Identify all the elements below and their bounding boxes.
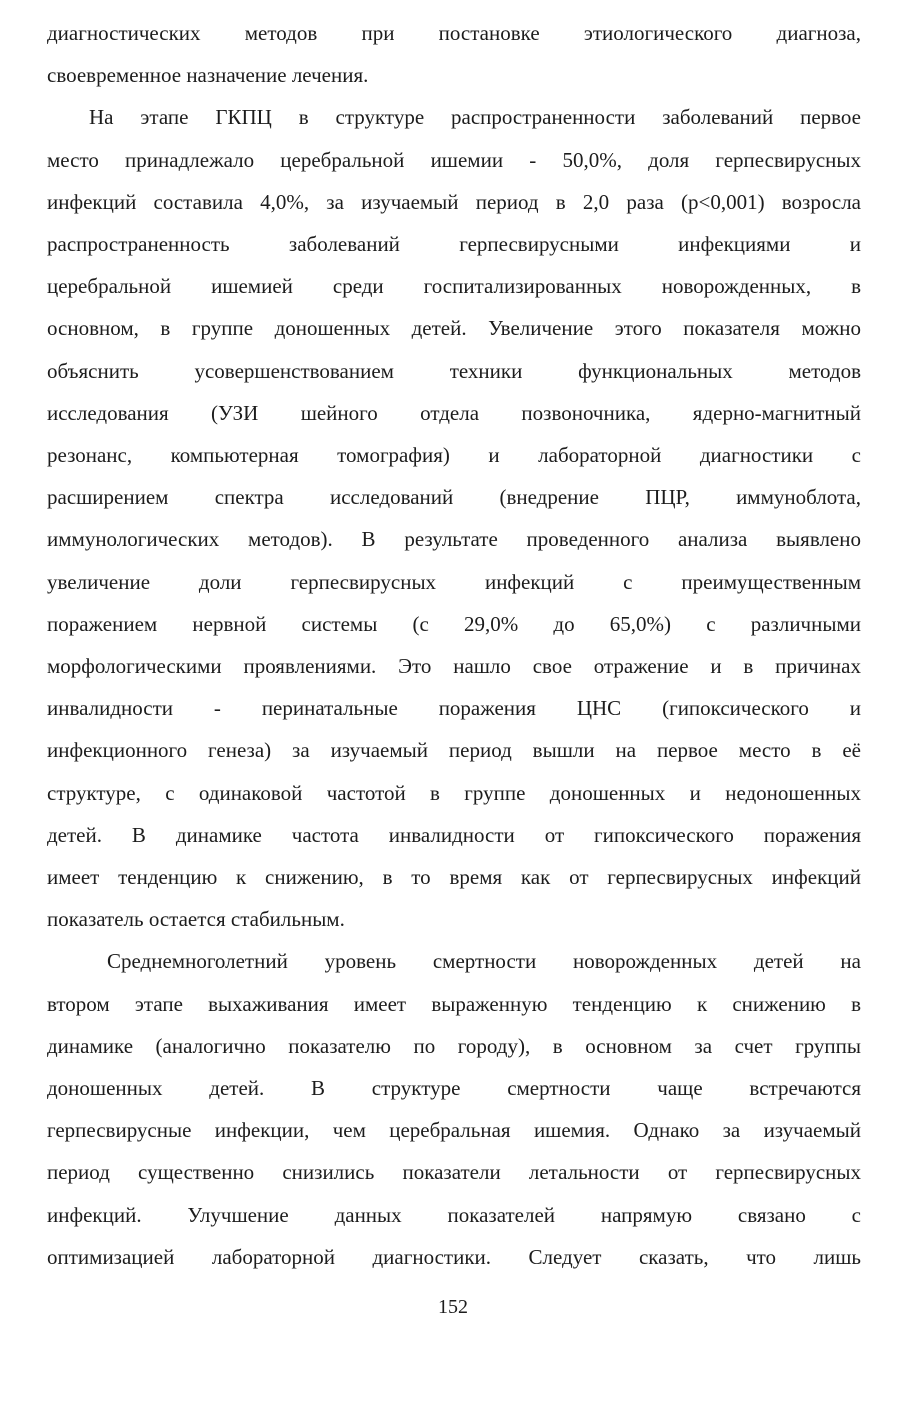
text-line: распространенность заболеваний герпесвирусными инфекциями и: [47, 232, 861, 257]
text-line: увеличение доли герпесвирусных инфекций с преимущественным: [47, 569, 861, 594]
paragraph-3: [47, 940, 861, 1278]
text-line: инфекций составила 4,0%, за изучаемый период в 2,0 раза (р<0,001) возросла: [47, 189, 861, 214]
text-line: показатель остается стабильным.: [47, 907, 345, 932]
text-line: инвалидности - перинатальные поражения ЦНС (гипоксического и: [47, 696, 861, 721]
text-line: герпесвирусные инфекции, чем церебральная ишемия. Однако за изучаемый: [47, 1118, 861, 1143]
text-line: место принадлежало церебральной ишемии - 50,0%, доля герпесвирусных: [47, 147, 861, 172]
text-line: Среднемноголетний уровень смертности новорожденных детей на: [107, 949, 861, 974]
paragraph-1: [47, 12, 861, 96]
text-line: морфологическими проявлениями. Это нашло свое отражение и в причинах: [47, 654, 861, 679]
paragraph-2: [47, 96, 861, 940]
text-line: инфекций. Улучшение данных показателей напрямую связано с: [47, 1202, 861, 1227]
text-line: На этапе ГКПЦ в структуре распространенности заболеваний первое: [89, 105, 861, 130]
text-line: инфекционного генеза) за изучаемый период вышли на первое место в её: [47, 738, 861, 763]
text-line: оптимизацией лабораторной диагностики. Следует сказать, что лишь: [47, 1244, 861, 1269]
text-line: втором этапе выхаживания имеет выраженную тенденцию к снижению в: [47, 991, 861, 1016]
text-line: иммунологических методов). В результате проведенного анализа выявлено: [47, 527, 861, 552]
body-text: [47, 12, 861, 1278]
text-line: основном, в группе доношенных детей. Увеличение этого показателя можно: [47, 316, 861, 341]
text-line: имеет тенденцию к снижению, в то время как от герпесвирусных инфекций: [47, 865, 861, 890]
text-line: своевременное назначение лечения.: [47, 63, 369, 88]
text-line: резонанс, компьютерная томография) и лабораторной диагностики с: [47, 443, 861, 468]
text-line: объяснить усовершенствованием техники функциональных методов: [47, 358, 861, 383]
text-line: доношенных детей. В структуре смертности чаще встречаются: [47, 1076, 861, 1101]
text-line: динамике (аналогично показателю по городу), в основном за счет группы: [47, 1033, 861, 1058]
text-line: расширением спектра исследований (внедрение ПЦР, иммуноблота,: [47, 485, 861, 510]
page-number: 152: [438, 1296, 468, 1318]
text-line: исследования (УЗИ шейного отдела позвоночника, ядерно-магнитный: [47, 400, 861, 425]
text-line: поражением нервной системы (с 29,0% до 65,0%) с различными: [47, 611, 861, 636]
text-line: диагностических методов при постановке этиологического диагноза,: [47, 21, 861, 45]
text-line: период существенно снизились показатели летальности от герпесвирусных: [47, 1160, 861, 1185]
text-line: церебральной ишемией среди госпитализированных новорожденных, в: [47, 274, 861, 299]
text-line: детей. В динамике частота инвалидности от гипоксического поражения: [47, 822, 861, 847]
text-line: структуре, с одинаковой частотой в группе доношенных и недоношенных: [47, 780, 861, 805]
